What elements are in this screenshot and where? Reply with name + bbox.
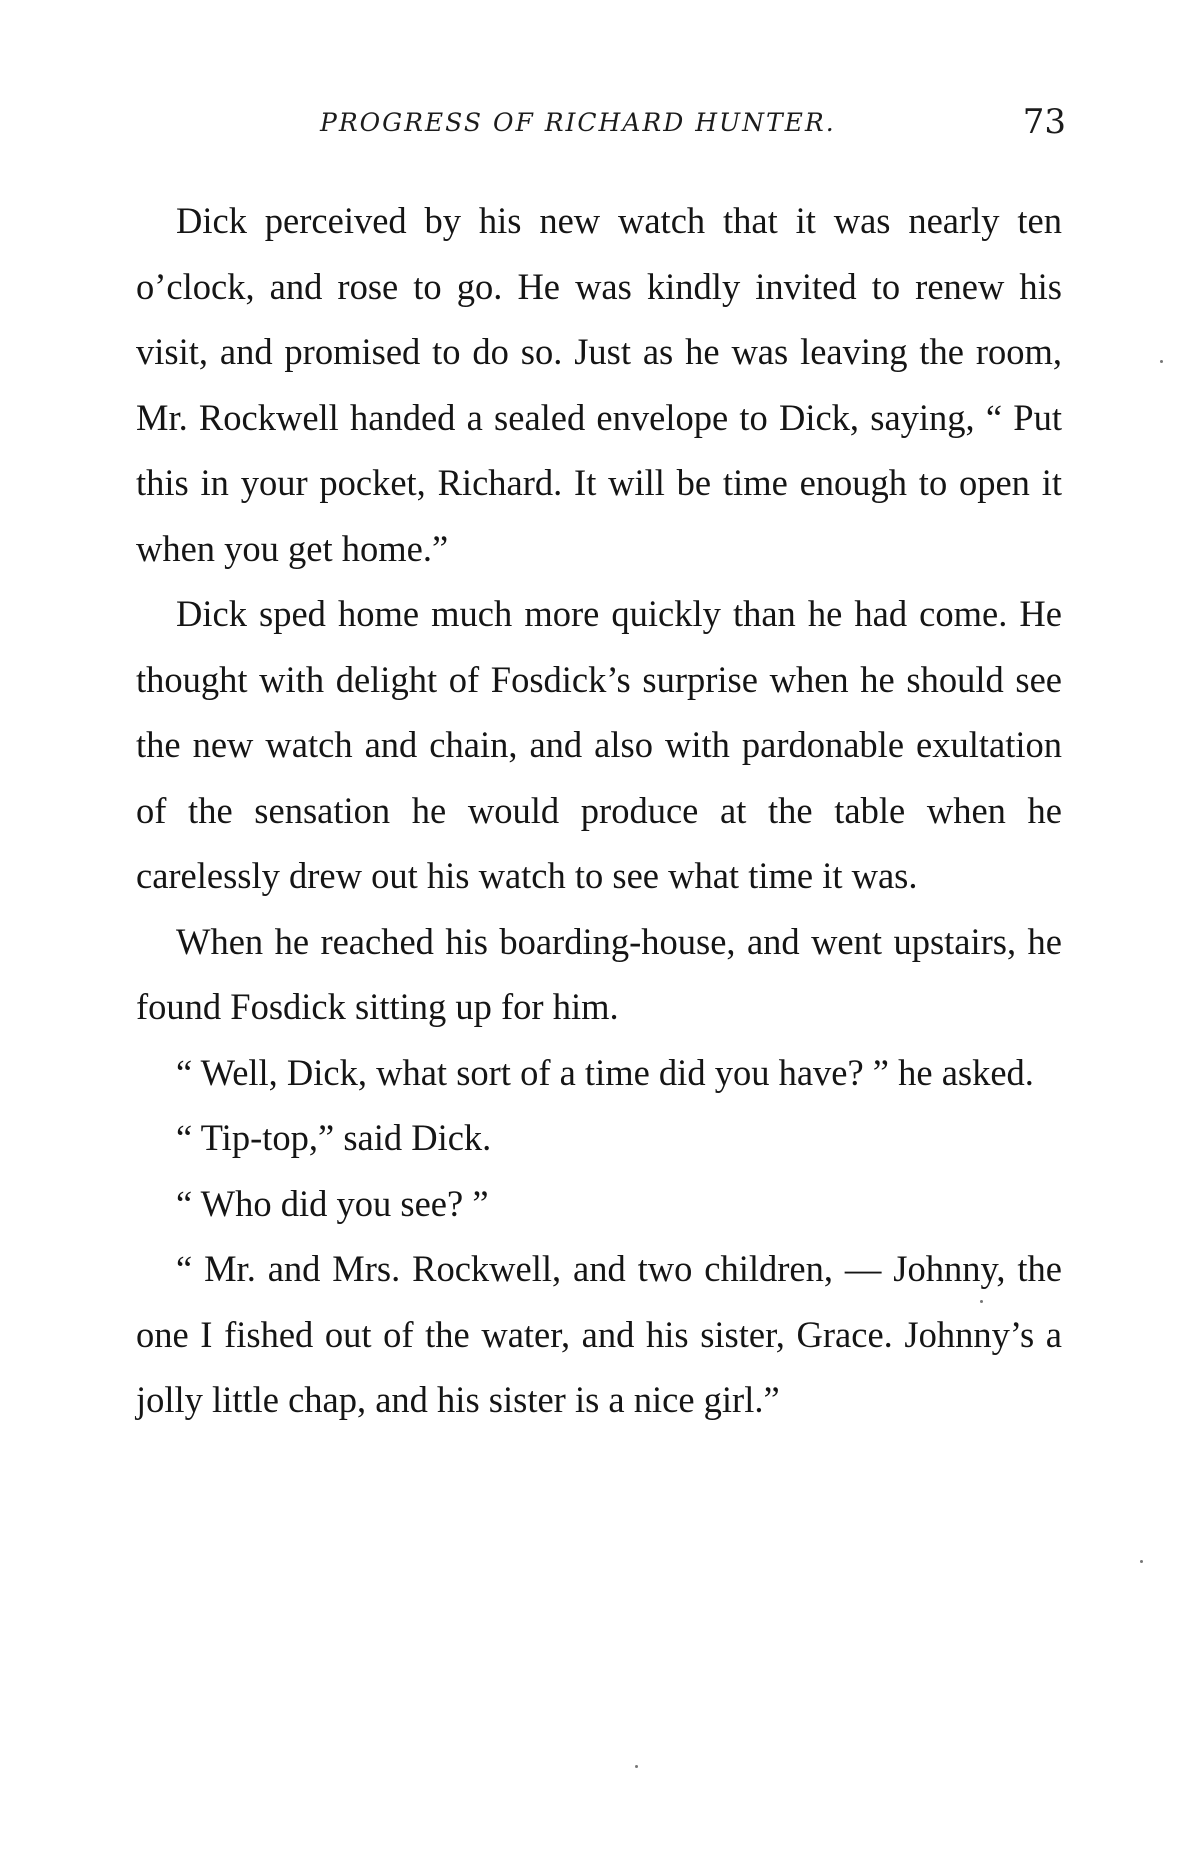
page-number: 73 <box>1022 102 1066 142</box>
paragraph-fosdick-question: “ Well, Dick, what sort of a time did you have? ” he asked. <box>176 1051 1034 1093</box>
paragraph-tip-top: “ Tip-top,” said Dick. <box>176 1117 492 1158</box>
paragraph-fosdick-waiting: When he reached his boarding-house, and went upstairs, he found Fosdick sitting up for him. <box>136 920 1062 1027</box>
body-text <box>136 188 1062 1433</box>
scan-speck <box>1140 1560 1143 1563</box>
scan-speck <box>635 1765 638 1768</box>
running-title: PROGRESS OF RICHARD HUNTER. <box>320 108 836 137</box>
scan-speck <box>1160 360 1163 363</box>
paragraph-rockwell-family: “ Mr. and Mrs. Rockwell, and two children, — Johnny, the one I fished out of the water, and his sister, Grace. Johnny’s a jolly little chap, and his sister is a nice girl.” <box>136 1248 1062 1420</box>
paragraph-dick-leaves: Dick perceived by his new watch that it was nearly ten o’clock, and rose to go. He was kindly invited to renew his visit, and promised to do so. Just as he was leaving the room, Mr. Rockwell handed a sealed envelope to Dick, saying, “ Put this in your pocket, Richard. It will be time enough to open it when you get home.” <box>136 200 1062 569</box>
paragraph-dick-sped-home: Dick sped home much more quickly than he had come. He thought with delight of Fosdick’s surprise when he should see the new watch and chain, and also with pardonable exultation of the sensation he would produce at the table when he carelessly drew out his watch to see what time it was. <box>136 593 1062 896</box>
paragraph-who-did-you-see: “ Who did you see? ” <box>176 1182 489 1224</box>
running-head <box>130 104 1070 148</box>
scan-speck <box>980 1300 983 1303</box>
